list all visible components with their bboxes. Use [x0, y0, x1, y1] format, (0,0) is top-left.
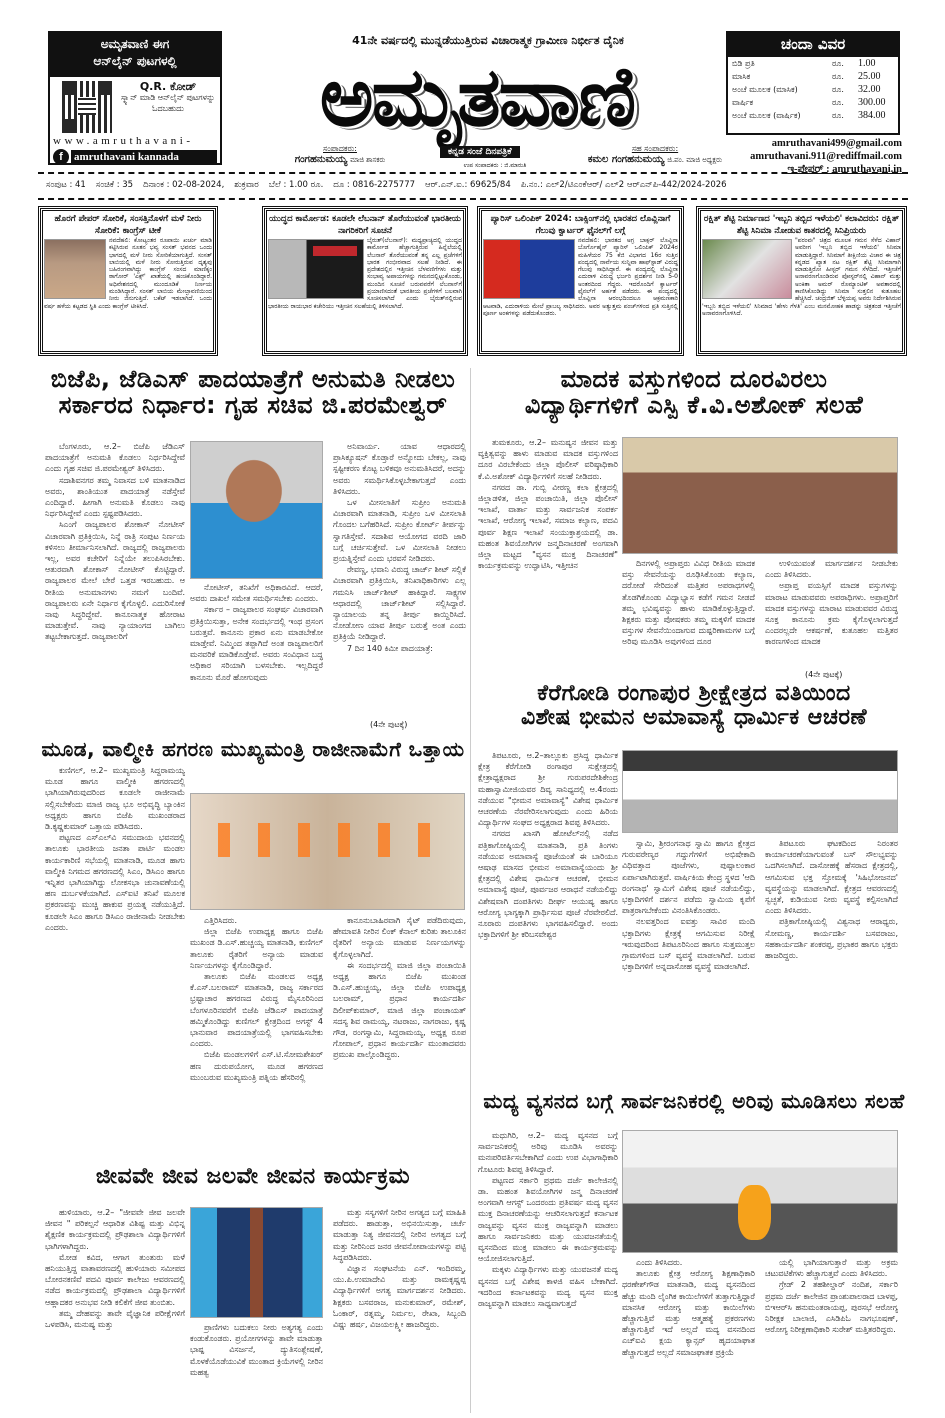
article-paragraph: ನಗರದ ಡಾ. ಗುಬ್ಬಿ ವೀರಣ್ಣ ಕಲಾ ಕ್ಷೇತ್ರದಲ್ಲಿ ಜಿಲ್ಲಾಡಳಿತ, ಜಿಲ್ಲಾ ಪಂಚಾಯಿತಿ, ಜಿಲ್ಲಾ ಪೊಲೀಸ್ ಇಲಾಖೆ, ವಾರ್ತಾ ಮತ್ತು ಸಾರ್ವಜನಿಕ ಸಂಪರ್ಕ ಇಲಾಖೆ, ಆರೋಗ್ಯ ಇಲಾಖೆ, ಸಮಾಜ ಕಲ್ಯಾಣ, ಪದವಿ ಪೂರ್ವ ಶಿಕ್ಷಣ ಇಲಾಖೆ ಸಂಯುಕ್ತಾಶ್ರಯದಲ್ಲಿ ಡಾ. ಮಹಂತ ಶಿವಯೋಗಿಗಳ ಜನ್ಮದಿನಾಚರಣೆ ಅಂಗವಾಗಿ ಜಿಲ್ಲಾ ಮಟ್ಟದ "ವ್ಯಸನ ಮುಕ್ತ ದಿನಾಚರಣೆ" ಕಾರ್ಯಕ್ರಮವನ್ನು ಉದ್ಘಾಟಿಸಿ, ಇತ್ತೀಚಿನ: [478, 482, 618, 571]
photo-bjp-meeting: [190, 793, 465, 910]
article-paragraph: ಅನಿವಾರ್ಯ. ಯಾವ ಆಧಾರದಲ್ಲಿ ಪ್ರಾಸಿಕ್ಯೂಷನ್ ಕೊಡ್ತಾರೆ ಅನ್ನೋದು ಬೇಕಲ್ಲ, ನಾವು ಸ್ಪಷ್ಟೀಕರಣ ಕೊಟ್ಟ ಬಳಿಕವೂ ಅನುಮತಿಸಿದರೆ, ಅದನ್ನು ಅವರು ಸಮರ್ಥಿಸಿಕೊಳ್ಳಬೇಕಾಗುತ್ತದೆ ಎಂದು ತಿಳಿಸಿದರು.: [333, 442, 466, 496]
article-column-3: [333, 915, 466, 1145]
column-divider: [470, 368, 471, 1413]
article-paragraph: ಪತ್ರಿಕಾಗೋಷ್ಠಿಯಲ್ಲಿ ವಿಶ್ವನಾಥ ಆರಾಧ್ಯರು, ಸೋಮಣ್ಣ, ಕಾರ್ಯದರ್ಶಿ ಬಸವರಾಜು, ಸಹಕಾರ್ಯದರ್ಶಿ ಶಂಕರಪ್ಪ, ಪ್ರಭಾಕರ ಹಾಗೂ ಭಕ್ತರು ಹಾಜರಿದ್ದರು.: [765, 917, 898, 961]
rni-number: ಆರ್.ಎನ್.ಐ.: 69625/84: [425, 180, 511, 190]
subscription-row: [728, 70, 898, 83]
promo-heading-line2: ಆನ್‌ಲೈನ್ ಪುಟಗಳಲ್ಲಿ: [93, 54, 177, 68]
article-paragraph: ಬಿಜೆಪಿ ಮಂಡಲಗಳಿಗೆ ಎಸ್.ಟಿ.ಸೋಮಶೇಖರ್ ಹಣ ದುರುಪಯೋಗ, ಮೂಡ ಹಗರಣದ ಮುಂಬರುವ ಮುಖ್ಯಮಂತ್ರಿ ಪತ್ನಿಯ ಹೆಸರಿನಲ್ಲಿ: [190, 1050, 323, 1082]
article-paragraph: ನಲವತ್ತರಿಂದ ಐವತ್ತು ಸಾವಿರ ಮಂದಿ ಭಕ್ತಾದಿಗಳು ಕ್ಷೇತ್ರಕ್ಕೆ ಆಗಮಿಸುವ ನಿರೀಕ್ಷೆ ಇರುವುದರಿಂದ ತಿಪಟೂರಿನಿಂದ ಹಾಗೂ ಸುತ್ತಮುತ್ತಲ ಗ್ರಾಮಗಳಿಂದ ಬಸ್ ವ್ಯವಸ್ಥೆ ಮಾಡಲಾಗಿದೆ. ಬರುವ ಭಕ್ತಾದಿಗಳಿಗೆ ಅನ್ನದಾಸೋಹ ವ್ಯವಸ್ಥೆ ಮಾಡಲಾಗಿದೆ.: [622, 917, 755, 972]
article-paragraph: ತುಮಕೂರು, ಆ.2– ಮನುಷ್ಯನ ಜೀವನ ಮತ್ತು ವ್ಯಕ್ತಿತ್ವವನ್ನು ಹಾಳು ಮಾಡುವ ಮಾದಕ ವಸ್ತುಗಳಿಂದ ದೂರ ವಿರಬೇಕೆಂದು ಜಿಲ್ಲಾ ಪೊಲೀಸ್ ವರಿಷ್ಠಾಧಿಕಾರಿ ಕೆ.ವಿ.ಅಶೋಕ್ ವಿದ್ಯಾರ್ಥಿಗಳಿಗೆ ಸಲಹೆ ನೀಡಿದರು.: [478, 438, 618, 481]
teaser-photo: [268, 239, 364, 299]
article-column-3: [765, 558, 898, 668]
article-headline: ಮೂಡ, ವಾಲ್ಮೀಕಿ ಹಗರಣ ಮುಖ್ಯಮಂತ್ರಿ ರಾಜೀನಾಮೆಗೆ ಒತ್ತಾಯ: [41, 737, 465, 761]
article-column-2: [190, 1322, 323, 1392]
article-paragraph: ಸಿಎಂಗೆ ರಾಜ್ಯಪಾಲರ ಶೋಕಾಸ್ ನೋಟೀಸ್ ವಿಚಾರವಾಗಿ ಪ್ರತಿಕ್ರಿಯಿಸಿ, ನಿನ್ನೆ ರಾತ್ರಿ ಸಂಪುಟ ನಿರ್ಣಯ ಕಳಿಸಲು ತೀರ್ಮಾನಿಸಲಾಗಿದೆ. ರಾಜ್ಯದಲ್ಲಿ ರಾಜ್ಯಪಾಲರು ಇಲ್ಲ, ಅವರ ಕಚೇರಿಗೆ ನಿನ್ನೆಯೇ ತಲುಪಿಸಿರಬೇಕು. ಆತುರವಾಗಿ ಶೋಕಾಸ್ ನೋಟೀಸ್ ಕೊಟ್ಟಿದ್ದಾರೆ. ರಾಜ್ಯಪಾಲರ ಮೇಲೆ ಬೇರೆ ಒತ್ತಡ ಇರಬಹುದು. ಆ ರೀತಿಯ ಅನುಮಾನಗಳು ನಮಗೆ ಬಂದಿವೆ. ರಾಜ್ಯಪಾಲರು ಏನೇ ನಿರ್ಧಾರ ಕೈಗೊಳ್ಳಲಿ. ಎದುರಿಸೋಕೆ ನಾವು ಸಿದ್ಧರಿದ್ದೇವೆ. ಕಾನೂನಾತ್ಮಕ ಹೋರಾಟ ಮಾಡುತ್ತೇವೆ. ನಾವು ನ್ಯಾಯಾಂಗದ ಬಾಗಿಲು ತಟ್ಟಬೇಕಾಗುತ್ತದೆ. ರಾಜ್ಯಪಾಲರಿಗೆ: [45, 520, 185, 642]
contacts: [730, 137, 902, 176]
promo-heading-line1: ಅಮೃತವಾಣಿ ಈಗ: [100, 37, 170, 51]
article-paragraph: ಮಧುಗಿರಿ, ಆ.2– ಮದ್ಯ ವ್ಯಸನದ ಬಗ್ಗೆ ಸಾರ್ವಜನಿಕರಲ್ಲಿ ಅರಿವು ಮೂಡಿಸಿ ಅವರನ್ನು ಮನಃಪರಿವರ್ತಿಸಬೇಕಾಗಿದೆ ಎಂದು ಉಪ ವಿಭಾಗಾಧಿಕಾರಿ ಗೊಟೂರು ಶಿವಪ್ಪ ತಿಳಿಸಿದ್ದಾರೆ.: [478, 1131, 618, 1174]
issue-price: ಬೆಲೆ : 1.00 ರೂ.: [268, 180, 324, 190]
tagline: 41ನೇ ವರ್ಷದಲ್ಲಿ ಮುನ್ನಡೆಯುತ್ತಿರುವ ವಿಚಾರಾತ್ಮಕ ಗ್ರಾಮೀಣ ನಿರ್ಭೀತ ದೈನಿಕ: [352, 34, 624, 47]
article-paragraph: ಪಟ್ಟಣದ ಸರ್ಕಾರಿ ಪ್ರಥಮ ದರ್ಜೆ ಕಾಲೇಜಿನಲ್ಲಿ ಡಾ. ಮಹಂತ ಶಿವಯೋಗಿಗಳ ಜನ್ಮ ದಿನಾಚರಣೆ ಅಂಗವಾಗಿ ಆಗಸ್ಟ್ ಒಂದರಂದು ಪ್ರತಿವರ್ಷ ಮದ್ಯ ವ್ಯಸನ ಮುಕ್ತ ದಿನಾಚರಣೆಯನ್ನು ಆಚರಿಸಲಾಗುತ್ತದೆ ಕರ್ನಾಟಕ ರಾಜ್ಯವನ್ನು ವ್ಯಸನ ಮುಕ್ತ ರಾಜ್ಯವನ್ನಾಗಿ ಮಾಡಲು ಹಾಗೂ ಸಾರ್ವಜನಿಕರು ಮತ್ತು ಯುವಜನತೆಯಲ್ಲಿ ವ್ಯಸನದಿಂದ ಮುಕ್ತ ಮಾಡಲು ಈ ಕಾರ್ಯಕ್ರಮವನ್ನು ಆಯೋಜಿಸಲಾಗುತ್ತಿದೆ.: [478, 1175, 618, 1264]
facebook-icon: f: [53, 149, 69, 165]
article-paragraph: ದಿನಗಳಲ್ಲಿ ಅಪ್ರಾಪ್ತರು ವಿವಿಧ ರೀತಿಯ ಮಾದಕ ವಸ್ತು ಸೇವನೆಯನ್ನು ರೂಢಿಸಿಕೊಂಡು ಕಲ್ಯಾಣ, ದರೋಡೆ ಸೇರಿದಂತೆ ಮತ್ತಿತರ ಅಪರಾಧಗಳಲ್ಲಿ ತೊಡಗಿಕೊಂಡು ವಿದ್ಯಾಭ್ಯಾಸ ಕಡೆಗೆ ಗಮನ ನೀಡದೆ ತಮ್ಮ ಭವಿಷ್ಯವನ್ನು ಹಾಳು ಮಾಡಿಕೊಳ್ಳುತ್ತಿದ್ದಾರೆ. ಶಿಕ್ಷಕರು ಮತ್ತು ಪೋಷಕರು ತಮ್ಮ ಮಕ್ಕಳಿಗೆ ಮಾದಕ ವಸ್ತುಗಳ ಸೇವನೆಯಿಂದಾಗುವ ದುಷ್ಪರಿಣಾಮಗಳ ಬಗ್ಗೆ ಅರಿವು ಮೂಡಿಸಿ ಅವುಗಳಿಂದ ದೂರ: [622, 559, 755, 647]
headline-line1: ಮಾದಕ ವಸ್ತುಗಳಿಂದ ದೂರವಿರಲು: [560, 365, 828, 393]
photo-home-minister: [190, 441, 323, 579]
teaser-film-news[interactable]: [696, 206, 907, 356]
photo-alcohol-awareness-event: [622, 1130, 898, 1253]
article-column-1: [45, 441, 185, 726]
email-link-gmail[interactable]: amruthavani499@gmail.com: [771, 138, 902, 149]
editor-role: ಸಂಪಾದಕರು:: [323, 144, 357, 153]
photo-students-seated: [190, 1207, 323, 1318]
subscription-label: ಅಂಚೆ ಮೂಲಕ (ವಾರ್ಷಿಕ): [732, 111, 801, 120]
subscription-currency: ರೂ.: [832, 85, 844, 94]
article-paragraph: ವಿಜ್ಞಾನ ಸಂಘಟನೆಯ ಎನ್. ಇಂದಿರಮ್ಮ, ಯು.ಪಿ.ಉಮಾದೇವಿ ಮತ್ತು ರಾಮಕೃಷ್ಣಪ್ಪ ವಿದ್ಯಾರ್ಥಿಗಳಿಗೆ ಅಗತ್ಯ ಮಾರ್ಗದರ್ಶನ ನೀಡಿದರು. ಶಿಕ್ಷಕರು ಬಸವರಾಜ, ಮನುಕುಮಾರ್, ರಮೇಶ್, ಓಂಕಾರ್, ರತ್ನಮ್ಮ, ನಿರ್ಮಲ, ರೇಖಾ, ಸಿಬ್ಬಂದಿ ವಿಷ್ಣು ಹರ್ಷ, ವಿಜಯಲಕ್ಷ್ಮೀ ಹಾಜರಿದ್ದರು.: [333, 1264, 466, 1330]
teaser-body: ನವದೆಹಲಿ: ಭಾರತದ ಅಗ್ರ ಬಾಕ್ಸರ್ ಲೊವ್ಲಿನಾ ಬೊರ್ಗೊಹೈನ್ ಪ್ಯಾರಿಸ್ ಒಲಿಂಪಿಕ್ 2024ರ ಮಹಿಳೆಯರ 75 ಕೆಜಿ ವಿಭಾಗದ 16ರ ಸುತ್ತಿನ ಪಂದ್ಯದಲ್ಲಿ ನಾರ್ವೆಯ ಸುನ್ನಿವಾ ಹಾಫ್‌ಸ್ಟಾಡ್ ವಿರುದ್ಧ ಗೆಲುವು ಸಾಧಿಸಿದ್ದಾರೆ. ಈ ಪಂದ್ಯದಲ್ಲಿ ಲೊವ್ಲಿನಾ ಎದುರಾಳಿ ವಿರುದ್ಧ ಭರ್ಜರಿ ಪ್ರದರ್ಶನ ನೀಡಿ 5-0 ಅಂತರದಿಂದ ಗೆದ್ದರು. ಇದರೊಂದಿಗೆ ಕ್ವಾರ್ಟರ್ ಫೈನಲ್‌ಗೆ ಅರ್ಹತೆ ಪಡೆದರು. ಈ ಪಂದ್ಯದಲ್ಲಿ ಲೊವ್ಲಿನಾ ಆರಂಭದಿಂದಲೂ ಆಕ್ರಮಣಕಾರಿ ಆಟವಾಡಿ, ಎದುರಾಳಿಯ ಮೇಲೆ ಪ್ರಾಬಲ್ಯ ಸಾಧಿಸಿದರು. ಅವರ ಅತ್ಯುತ್ತಮ ಪಂಚ್‌ಗಳಿಂದ ಪ್ರತಿ ಸುತ್ತಿನಲ್ಲಿ ಪೂರ್ಣ ಅಂಕಗಳನ್ನು ಪಡೆದುಕೊಂಡರು.: [483, 237, 678, 317]
divider-dashed: [38, 198, 908, 200]
co-editor-note: ಜಿ.ಪಂ. ಮಾಜಿ ಅಧ್ಯಕ್ಷರು: [667, 156, 723, 164]
photo-drug-awareness-event: [622, 437, 898, 554]
article-paragraph: ಕಾನೂನುಬಾಹಿರವಾಗಿ ಸೈಟ್ ಪಡೆದಿರುವುದು, ಹೇಮಾವತಿ ನೀರಿನ ಲಿಂಕ್ ಕೆನಾಲ್ ಕುರಿತು ತಾಲೂಕಿನ ರೈತರಿಗೆ ಅನ್ಯಾಯ ಮಾಡುವ ನಿರ್ಣಯಗಳನ್ನು ಕೈಗೊಳ್ಳಲಾಗಿದೆ.: [333, 916, 466, 959]
subscription-currency: ರೂ.: [832, 98, 844, 107]
article-column-2: [622, 558, 755, 679]
subscription-label: ಅಂಚೆ ಮೂಲಕ (ಮಾಸಿಕ): [732, 85, 798, 94]
masthead: [0, 0, 945, 175]
article-paragraph: ಒಳ ಮೀಸಲಾತಿಗೆ ಸುಪ್ರೀಂ ಅನುಮತಿ ವಿಚಾರವಾಗಿ ಮಾತನಾಡಿ, ಸುಪ್ರೀಂ ಒಳ ಮೀಸಲಾತಿ ಗೊಂದಲ ಬಗೆಹರಿಸಿದೆ. ಸುಪ್ರೀಂ ಕೋರ್ಟ್ ತೀರ್ಪನ್ನು ಸ್ವಾಗತಿಸ್ತೇವೆ. ಸದಾಶಿವ ಆಯೋಗದ ವರದಿ ಜಾರಿ ಬಗ್ಗೆ ಚರ್ಚಿಸುತ್ತೇವೆ. ಒಳ ಮೀಸಲಾತಿ ನೀಡಲು ಪ್ರಯತ್ನಿಸ್ತೇವೆ ಎಂದು ಭರವಸೆ ನೀಡಿದರು.: [333, 498, 466, 564]
subscription-row: [728, 83, 898, 96]
article-paragraph: ಮತ್ತು ಸಸ್ಯಗಳಿಗೆ ನೀರಿನ ಅಗತ್ಯದ ಬಗ್ಗೆ ಮಾಹಿತಿ ಪಡೆದರು. ಹಾಡುತ್ತಾ, ಅಭಿನಯಿಸುತ್ತಾ, ಚರ್ಚೆ ಮಾಡುತ್ತಾ ನಿತ್ಯ ಜೀವನದಲ್ಲಿ ನೀರಿನ ಅಗತ್ಯದ ಬಗ್ಗೆ ಮತ್ತು ನೀರಿನಿಂದ ಜನರ ಜೀವನೋಪಾಯಗಳನ್ನು ಪಟ್ಟಿ ಸಿದ್ಧಪಡಿಸಿದರು.: [333, 1208, 466, 1262]
subscription-row: [728, 96, 898, 109]
article-paragraph: ತಿಪಟೂರು ಘಟಕದಿಂದ ನಿರಂತರ ಕಾರ್ಯಾಚರಣೆಯಾಗುವಂತೆ ಬಸ್ ಸೌಲಭ್ಯವನ್ನು ಒದಗಿಸಲಾಗಿದೆ. ದಾಸೋಹಕ್ಕೆ ಹೆಸರಾದ ಕ್ಷೇತ್ರದಲ್ಲಿ, ಆಗಮಿಸುವ ಭಕ್ತ ಸ್ತೋಮಕ್ಕೆ 'ಸಿಹಿಭೋಜನದ' ವ್ಯವಸ್ಥೆಯನ್ನು ಮಾಡಲಾಗಿದೆ. ಕ್ಷೇತ್ರದ ಆವರಣದಲ್ಲಿ ಸ್ವಚ್ಛತೆ, ಕುಡಿಯುವ ನೀರು ವ್ಯವಸ್ಥೆ ಕಲ್ಪಿಸಲಾಗಿದೆ ಎಂದು ತಿಳಿಸಿದರು.: [765, 839, 898, 916]
headline-line1: ಕೆರೆಗೋಡಿ ರಂಗಾಪುರ ಶ್ರೀಕ್ಷೇತ್ರದ ವತಿಯಿಂದ: [537, 681, 851, 706]
article-column-1: [478, 750, 618, 1080]
epaper-link[interactable]: ಇ-ಪೇಪರ್ : amruthavani.in: [787, 164, 902, 175]
article-headline: [478, 682, 910, 730]
article-paragraph: ಯಲ್ಲಿ ಭಾಗಿಯಾಗುತ್ತಾರೆ ಮತ್ತು ಅಕ್ರಮ ಚಟುವಟಿಕೆಗಳು ಹೆಚ್ಚಾಗುತ್ತವೆ ಎಂದು ತಿಳಿಸಿದರು.: [765, 1258, 898, 1279]
subscription-label: ವಾರ್ಷಿಕ: [732, 98, 754, 107]
subscription-currency: ರೂ.: [832, 72, 844, 81]
email-link-rediff[interactable]: amruthavani.911@rediffmail.com: [750, 151, 902, 162]
article-headline: [478, 366, 910, 419]
article-column-2: [190, 915, 323, 1145]
article-column-1: [478, 437, 618, 679]
newspaper-title: ಅಮೃತವಾಣಿ: [319, 50, 635, 145]
issue-info-bar: [46, 180, 916, 190]
teaser-photo: [44, 239, 106, 299]
qr-code-label: Q.R. ಕೋಡ್: [139, 80, 197, 93]
article-column-2: [622, 838, 755, 1080]
article-paragraph: ರೇವಣ್ಣ, ಭವಾನಿ ವಿರುದ್ಧ ಚಾರ್ಜ್ ಶೀಟ್ ಸಲ್ಲಿಕೆ ವಿಚಾರವಾಗಿ ಪ್ರತಿಕ್ರಿಯಿಸಿ, ತನಿಖಾಧಿಕಾರಿಗಳು ಎಲ್ಲ ಗಮನಿಸಿ ಚಾರ್ಜ್‌ಶೀಟ್ ಹಾಕಿದ್ದಾರೆ. ಸಾಕ್ಷ್ಯಗಳ ಆಧಾರದಲ್ಲಿ ಚಾರ್ಜ್‌ಶೀಟ್ ಸಲ್ಲಿಸಿದ್ದಾರೆ. ನ್ಯಾಯಾಲಯ ತನ್ನ ತೀರ್ಪು ಕಾಯ್ದಿರಿಸಿದೆ. ನೋಡೋಣ ಯಾವ ತೀರ್ಪು ಬರುತ್ತೆ ಅಂತ ಎಂದು ಪ್ರತಿಕ್ರಿಯೆ ನೀಡಿದ್ದಾರೆ.: [333, 565, 466, 642]
article-paragraph: ಈ ಸಂದರ್ಭದಲ್ಲಿ ಮಾಜಿ ಜಿಲ್ಲಾ ಪಂಚಾಯಿತಿ ಅಧ್ಯಕ್ಷ ಹಾಗೂ ಬಿಜೆಪಿ ಮುಖಂಡ ಡಿ.ಎಸ್.ಹುಚ್ಚಯ್ಯ, ಜಿಲ್ಲಾ ಬಿಜೆಪಿ ಉಪಾಧ್ಯಕ್ಷ ಬಲರಾಮ್, ಪ್ರಧಾನ ಕಾರ್ಯದರ್ಶಿ ದಿಲೀಪ್‌ಕುಮಾರ್, ಮಾಜಿ ಜಿಲ್ಲಾ ಪಂಚಾಯತ್ ಸದಸ್ಯ ಶಿವ ರಾಮಯ್ಯ, ನಟರಾಜು, ನಾಗರಾಜು, ಕೃಷ್ಣ ಗೌಡ, ರಂಗಸ್ವಾಮಿ, ಸಿದ್ದರಾಮಯ್ಯ, ಅಧ್ಯಕ್ಷ ರೂಪ ಗೋಪಾಲ್, ಪ್ರಧಾನ ಕಾರ್ಯದರ್ಶಿ ಮುಂತಾದವರು ಪ್ರಮುಖ ಪಾಲ್ಗೊಂಡಿದ್ದರು.: [333, 960, 466, 1060]
subscription-heading: ಚಂದಾ ವಿವರ: [728, 33, 898, 57]
article-paragraph: ಎತ್ತಿರಿಸಿದರು.: [204, 916, 238, 925]
subscription-label: ಮಾಸಿಕ: [732, 72, 751, 81]
subscription-amount: 25.00: [858, 71, 881, 82]
continued-marker[interactable]: (4ನೇ ಪುಟಕ್ಕೆ): [370, 720, 408, 729]
article-paragraph: ಅಪ್ರಾಪ್ತ ವಯಸ್ಸಿಗೆ ಮಾದಕ ವಸ್ತುಗಳನ್ನು ಮಾರಾಟ ಮಾಡುವವರು ಅಪರಾಧಿಗಳು. ಅಪ್ರಾಪ್ತರಿಗೆ ಮಾದಕ ವಸ್ತುಗಳನ್ನು ಮಾರಾಟ ಮಾಡುವವರ ವಿರುದ್ಧ ಸೂಕ್ತ ಕಾನೂನು ಕ್ರಮ ಕೈಗೊಳ್ಳಲಾಗುತ್ತದೆ ಎಂದರಲ್ಲದೇ ಆಕರ್ಷಣೆ, ಕುತೂಹಲ ಮತ್ತಿತರ ಕಾರಣಗಳಿಂದ ಮಾದಕ: [765, 581, 898, 647]
subscription-currency: ರೂ.: [832, 59, 844, 68]
article-paragraph: ತಾಲೂಕು ಬಿಜೆಪಿ ಮಂಡಲದ ಅಧ್ಯಕ್ಷ ಕೆ.ಎಸ್.ಬಲರಾಮ್ ಮಾತನಾಡಿ, ರಾಜ್ಯ ಸರ್ಕಾರದ ಭ್ರಷ್ಟಾಚಾರ ಹಗರಣದ ವಿರುದ್ಧ ಮೈಸೂರಿನಿಂದ ಬೆಂಗಳೂರಿನವರೆಗೆ ಬಿಜೆಪಿ ಜೆಡಿಎಸ್ ಪಾದಯಾತ್ರೆ ಹಮ್ಮಿಕೊಂಡಿದ್ದು ಕುಣಿಗಲ್ ಕ್ಷೇತ್ರದಿಂದ ಅಗಸ್ಟ್ 4 ಭಾನುವಾರ ಪಾದಯಾತ್ರೆಯಲ್ಲಿ ಭಾಗವಹಿಸಬೇಕು ಎಂದರು.: [190, 972, 323, 1049]
article-paragraph: 7 ದಿನ 140 ಕಿಮೀ ಪಾದಯಾತ್ರೆ:: [347, 643, 433, 653]
headline-line2: ವಿಶೇಷ ಭೀಮನ ಅಮಾವಾಸ್ಯೆ ಧಾರ್ಮಿಕ ಆಚರಣೆ: [520, 705, 867, 731]
article-paragraph: ಸದಾಶಿವನಗರ ತಮ್ಮ ನಿವಾಸದ ಬಳಿ ಮಾತನಾಡಿದ ಅವರು, ಶಾಂತಿಯುತ ಪಾದಯಾತ್ರೆ ನಡೆಸ್ತೇವೆ ಎಂದಿದ್ದಾರೆ. ಹೀಗಾಗಿ ಅನುಮತಿ ಕೊಡಲು ನಾವು ನಿರ್ಧರಿಸಿದ್ದೇವೆ ಎಂದು ಸ್ಪಷ್ಟಪಡಿಸಿದರು.: [45, 475, 185, 519]
headline-line2: ಸರ್ಕಾರದ ನಿರ್ಧಾರ: ಗೃಹ ಸಚಿವ ಜಿ.ಪರಮೇಶ್ವರ್: [58, 391, 448, 420]
co-editor-name: ಕಮಲ ಗಂಗಹನುಮಯ್ಯ: [587, 154, 665, 165]
issue-number: ಸಂಚಿಕೆ : 35: [95, 180, 134, 190]
co-editor-credit: [560, 144, 750, 165]
article-paragraph: ಮೋಡ ಕವಿದ, ಆಗಾಗ ತುಂತುರು ಮಳೆ ಹನಿಯುತ್ತಿದ್ದ ವಾತಾವರಣದಲ್ಲಿ ಹುಳಿಯಾರು ಸಮೀಪದ ಬೋರನಕಣಿವೆ ಪದವಿ ಪೂರ್ವ ಕಾಲೇಜು ಆವರಣದಲ್ಲಿ ನಡೆದ ಕಾರ್ಯಕ್ರಮದಲ್ಲಿ ಪ್ರೌಢಶಾಲಾ ವಿದ್ಯಾರ್ಥಿಗಳಿಗೆ ಆಹ್ಲಾದಕರ ಅನುಭವ ನೀಡಿ ಕಲಿಕೆಗೆ ಜೀವ ತುಂಬಿತು.: [45, 1252, 185, 1307]
article-paragraph: ಗ್ರೇಡ್ 2 ತಹಶೀಲ್ದಾರ್ ನಂದಿಶ, ಸರ್ಕಾರಿ ಪ್ರಥಮ ದರ್ಜೆ ಕಾಲೇಜಿನ ಪ್ರಾಂಶುಪಾಲರಾದ ಬಾಳಪ್ಪ, ಬಿಇಆರ್‌ಸಿ ಹನುಮಂತರಾಯಪ್ಪ, ಪುರಸಭೆ ಆರೋಗ್ಯ ನಿರೀಕ್ಷಕ ಬಾಲಾಜಿ, ಎಸಿಡಿಪಿಓ ನಾಗಭೂಷಣ್, ಆರೋಗ್ಯ ನಿರೀಕ್ಷಣಾಧಿಕಾರಿ ಸುರೇಶ್ ಮತ್ತಿತರರಿದ್ದರು.: [765, 1280, 898, 1335]
article-column-2: [190, 582, 323, 726]
qr-code-icon[interactable]: [62, 81, 112, 133]
editor-name: ಗಂಗಹನುಮಯ್ಯ: [294, 154, 348, 165]
article-column-1: [478, 1130, 618, 1395]
article-paragraph: ಹುಳಿಯಾರು, ಆ.2– "ಜೀವವೇ ಜೀವ ಜಲವೇ ಜೀವನ " ಪರಿಕಲ್ಪನೆ ಆಧಾರಿತ ವಿಶಿಷ್ಟ ಮತ್ತು ವಿಭಿನ್ನ ಶೈಕ್ಷಣಿಕ ಕಾರ್ಯಕ್ರಮದಲ್ಲಿ ಪ್ರೌಢಶಾಲಾ ವಿದ್ಯಾರ್ಥಿಗಳಿಗೆ ಭಾಗಿಗಳಾಗಿದ್ದರು.: [45, 1208, 185, 1251]
article-paragraph: ಸರ್ಕಾರ – ರಾಜ್ಯಪಾಲರ ಸಂಘರ್ಷ ವಿಚಾರವಾಗಿ ಪ್ರತಿಕ್ರಿಯಿಸುತ್ತಾ, ಅನೇಕ ಸಂದರ್ಭದಲ್ಲಿ ಇಂಥ ಪ್ರಸಂಗ ಬರುತ್ತವೆ. ಕಾನೂನು ಪ್ರಕಾರ ಏನು ಮಾಡಬೇಕೋ ಮಾಡ್ತೇವೆ. ನಿಮ್ಮಿಂದ ತಪ್ಪಾಗಿದೆ ಅಂತ ರಾಜ್ಯಪಾಲರಿಗೆ ಮನವರಿಕೆ ಮಾಡಿಕೊಡ್ತೇವೆ. ಅವರು ಸಂವಿಧಾನ ಬದ್ಧ ಅಧಿಕಾರ ಸರಿಯಾಗಿ ಬಳಸಬೇಕು. ಇಲ್ಲದಿದ್ದರೆ ಕಾನೂನು ಮೊರೆ ಹೋಗುವುದು: [190, 605, 323, 682]
qr-text: ಸ್ಕ್ಯಾನ್ ಮಾಡಿ ಆನ್‌ಲೈನ್ ಪುಟಗಳನ್ನು ಓದಬಹುದು: [120, 93, 216, 113]
teaser-body: ನವದೆಹಲಿ: ಕೋಟ್ಯಂತರ ರೂಪಾಯಿ ಖರ್ಚು ಮಾಡಿ ಕಟ್ಟಿಸಿರುವ ನೂತನ ಭವ್ಯ ಸಂಸತ್ ಭವನದ ಒಂದು ಭಾಗದಲ್ಲಿ ಮಳೆ ನೀರು ಸೋರಿಕೆಯಾಗುತ್ತಿದೆ. ಸಂಸತ್ ಲಾಬಿಯಲ್ಲಿ ಮಳೆ ನೀರು ಸೋರುತ್ತಿರುವ ದೃಶ್ಯವು ಬಹಿರಂಗವಾಗಿದ್ದು ಕಾಂಗ್ರೆಸ್ ಸಂಸದ ಮಾಣಿಕ್ಕಂ ಠಾಗೋರ್ 'ಎಕ್ಸ್' ಖಾತೆಯಲ್ಲಿ ಹಂಚಿಕೊಂಡಿದ್ದಾರೆ. ಅಧಿವೇಶನದಲ್ಲಿ ಮುಂದೂಡಿಕೆ ನಿರ್ಣಯ ಮಂಡಿಸಿದ್ದಾರೆ. ಸಂಸತ್ ಲಾಬಿಯ ಮೇಲ್ಛಾವಣಿಯಿಂದ ನೀರು ಜಿನುಗುತ್ತಿದೆ. ಬಕೆಟ್ ಇಡಲಾಗಿದೆ. ಒಂದು ವರ್ಷ ಹಳೆಯ ಕಟ್ಟಡದ ಸ್ಥಿತಿ ಎಂದು ಕಾಂಗ್ರೆಸ್ ಟೀಕಿಸಿದೆ.: [44, 237, 212, 310]
website-link[interactable]: www.amruthavani-: [53, 135, 194, 147]
subscription-amount: 32.00: [858, 84, 881, 95]
photo-press-meet: [622, 750, 898, 833]
headline-line1: ಬಿಜೆಪಿ, ಜೆಡಿಎಸ್ ಪಾದಯಾತ್ರೆಗೆ ಅನುಮತಿ ನೀಡಲು: [50, 365, 456, 393]
article-headline: [38, 366, 468, 419]
phone-number: ದೂ : 0816-2275777: [333, 180, 416, 190]
editor-credit: [255, 144, 425, 165]
article-paragraph: ಮಕ್ಕಳು ವಿದ್ಯಾರ್ಥಿಗಳು ಮತ್ತು ಯುವಜನತೆ ಮದ್ಯ ವ್ಯಸನದ ಬಗ್ಗೆ ವಿಶೇಷ ಕಾಳಜಿ ವಹಿಸ ಬೇಕಾಗಿದೆ. ಇದರಿಂದ ಕರ್ನಾಟಕವನ್ನು ಮದ್ಯ ವ್ಯಸನ ಮುಕ್ತ ರಾಜ್ಯವನ್ನಾಗಿ ಮಾಡಲು ಸಾಧ್ಯವಾಗುತ್ತದೆ: [478, 1265, 618, 1309]
continued-marker[interactable]: (4ನೇ ಪುಟಕ್ಕೆ): [805, 670, 843, 679]
subscription-amount: 384.00: [858, 110, 886, 121]
teaser-olympic-boxing[interactable]: [477, 206, 684, 356]
subscription-amount: 300.00: [858, 97, 886, 108]
article-column-3: [765, 838, 898, 1080]
teaser-headline: ಪ್ಯಾರಿಸ್ ಒಲಿಂಪಿಕ್ 2024: ಬಾಕ್ಸಿಂಗ್‌ನಲ್ಲಿ ಭಾರತದ ಲೊವ್ಲಿನಾಗೆ ಗೆಲುವು ಕ್ವಾರ್ಟರ್ ಫೈನಲ್‌ಗೆ ಲಗ್ಗೆ: [490, 214, 671, 236]
teaser-photo: [702, 239, 792, 299]
teaser-body: ಬೈರುತ್(ಲೆಬನಾನ್): ಮಧ್ಯಪ್ರಾಚ್ಯದಲ್ಲಿ ಯುದ್ಧದ ಕಾರ್ಮೋಡ ಹೆಚ್ಚಾಗುತ್ತಿರುವ ಹಿನ್ನೆಲೆಯಲ್ಲಿ ಲೆಬನಾನ್ ತೊರೆಯುವಂತೆ ತನ್ನ ಎಲ್ಲ ಪ್ರಜೆಗಳಿಗೆ ಭಾರತ ಗಂಭೀರವಾದ ಸಲಹೆ ನೀಡಿದೆ. ಈ ಪ್ರದೇಶದಲ್ಲಿನ ಇತ್ತೀಚಿನ ಬೆಳವಣಿಗೆಗಳು ಮತ್ತು ಸಂಭಾವ್ಯ ಅಪಾಯಗಳನ್ನು ಗಮನದಲ್ಲಿಟ್ಟುಕೊಂಡು, ಮುಂದಿನ ಸೂಚನೆ ಬರುವವರೆಗೆ ಲೆಬನಾನ್‌ಗೆ ಪ್ರಯಾಣಿಸದಂತೆ ಭಾರತೀಯ ಪ್ರಜೆಗಳಿಗೆ ಬಲವಾಗಿ ಸೂಚಿಸಲಾಗಿದೆ ಎಂದು ಬೈರುತ್‌ನಲ್ಲಿರುವ ಭಾರತೀಯ ರಾಯಭಾರ ಕಚೇರಿಯು ಇತ್ತೀಚಿನ ಸಲಹೆಯಲ್ಲಿ ತಿಳಿಸಲಾಗಿದೆ.: [268, 237, 462, 310]
article-paragraph: ಪ್ರಾಣಿಗಳು ಬದುಕಲು ನೀರು ಅತ್ಯಗತ್ಯ ಎಂದು ಕಂಡುಕೊಂಡರು. ಪ್ರಯೋಗಗಳನ್ನು ತಾವೇ ಮಾಡುತ್ತಾ ಭಾಷ್ಪ ವಿಸರ್ಜನೆ, ದ್ಯುತಿಸಂಶ್ಲೇಷಣೆ, ಮೊಳಕೆಯೊಡೆಯುವಿಕೆ ಮುಂತಾದ ಕ್ರಿಯೆಗಳಲ್ಲಿ ನೀರಿನ ಮಹತ್ವ: [190, 1323, 323, 1377]
subscription-row: [728, 109, 898, 122]
postal-registration: ಪಿ.ನಂ.: ಎಲ್2/ಟಿಎಂಕೆಆರ್/ ಎಲ್2 ಆರ್‌ಎನ್‌ಪಿ-442/2024-2026: [520, 180, 727, 190]
article-paragraph: ಎಂದು ತಿಳಿಸಿದರು.: [636, 1258, 683, 1267]
article-column-2: [622, 1257, 755, 1395]
subscription-label: ಬಿಡಿ ಪ್ರತಿ: [732, 59, 755, 68]
subscription-box: [726, 31, 900, 135]
article-paragraph: ತಮ್ಮ ದೇಹವನ್ನು ತಾವೇ ವೈಜ್ಞಾನಿಕ ಪರೀಕ್ಷೆಗಳಿಗೆ ಒಳಪಡಿಸಿ, ಮನುಷ್ಯ ಮತ್ತು: [45, 1308, 185, 1330]
co-editor-role: ಸಹ ಸಂಪಾದಕರು:: [631, 144, 679, 153]
article-column-3: [333, 1207, 466, 1392]
promo-heading: [50, 33, 220, 77]
headline-line2: ವಿದ್ಯಾರ್ಥಿಗಳಿಗೆ ಎಸ್ಪಿ ಕೆ.ವಿ.ಅಶೋಕ್ ಸಲಹೆ: [524, 391, 864, 420]
article-paragraph: ಬೆಂಗಳೂರು, ಆ.2– ಬಿಜೆಪಿ ಜೆಡಿಎಸ್ ಪಾದಯಾತ್ರೆಗೆ ಅನುಮತಿ ಕೊಡಲು ನಿರ್ಧರಿಸಿದ್ದೇವೆ ಎಂದು ಗೃಹ ಸಚಿವ ಜಿ.ಪರಮೇಶ್ವರ್ ತಿಳಿಸಿದರು.: [45, 442, 185, 474]
paper-type-badge: ಕನ್ನಡ ಸಂಜೆ ದಿನಪತ್ರಿಕೆ: [440, 146, 520, 158]
article-column-3: [333, 441, 466, 701]
facebook-label: amruthavani kannada: [71, 150, 217, 165]
article-column-3: [765, 1257, 898, 1395]
sub-editor-credit: ಉಪ ಸಂಪಾದಕರು : ಜಿ.ಮಾರುತಿ: [463, 162, 527, 169]
facebook-link[interactable]: [53, 149, 217, 165]
divider-dashed: [38, 172, 908, 174]
article-paragraph: ಪಟ್ಟಣದ ಎಸ್‌ಎಲ್‌ವಿ ಸಮುದಾಯ ಭವನದಲ್ಲಿ ತಾಲೂಕು ಭಾರತೀಯ ಜನತಾ ಪಾರ್ಟಿ ಮಂಡಲ ಕಾರ್ಯಕಾರಿಣಿ ಸಭೆಯಲ್ಲಿ ಮಾತನಾಡಿ, ಮೂಡ ಹಾಗು ವಾಲ್ಮೀಕಿ ನಿಗಮದ ಹಗರಣದಲ್ಲಿ ಸಿಎಂ, ಡಿಸಿಎಂ ಹಾಗೂ ಇನ್ನಿತರ ಭಾಗಿಯಾಗಿದ್ದು ಲೋಕಸಭಾ ಚುನಾವಣೆಯಲ್ಲಿ ಹಣ ದುರ್ಬಳಕೆಯಾಗಿದೆ. ಎಸ್‌ಐಟಿ ತನಿಖೆ ಮೂಲಕ ಪ್ರಕರಣವನ್ನು ಮುಚ್ಚಿ ಹಾಕುವ ಪ್ರಯತ್ನ ನಡೆಯುತ್ತಿದೆ. ಕೂಡಲೇ ಸಿಎಂ ಹಾಗೂ ಡಿಸಿಎಂ ರಾಜೀನಾಮೆ ನೀಡಬೇಕು ಎಂದರು.: [45, 833, 185, 932]
article-paragraph: ತಾಲೂಕು ಕ್ಷೇತ್ರ ಆರೋಗ್ಯ ಶಿಕ್ಷಣಾಧಿಕಾರಿ ಧರಣೇಶ್‌ಗೌಡ ಮಾತನಾಡಿ, ಮದ್ಯ ವ್ಯಸನದಿಂದ ಹೆಚ್ಚು ಮಂದಿ ಲೈಂಗಿಕ ಕಾಯಿಲೆಗಳಿಗೆ ತುತ್ತಾಗುತ್ತಿದ್ದಾರೆ ಮಾನಸಿಕ ಆರೋಗ್ಯ ಮತ್ತು ಕಾಯಿಲೆಗಳು ಹೆಚ್ಚಾಗುತ್ತಿವೆ ಮತ್ತು ಆತ್ಮಹತ್ಯೆ ಪ್ರಕರಣಗಳು ಹೆಚ್ಚಾಗುತ್ತಿವೆ ಇದೆ ಅಲ್ಲದೆ ಮದ್ಯ ವಸನದಿಂದ ಎಚ್‌ಐವಿ ಕ್ಷಯ ಕ್ಯಾನ್ಸರ್ ಹೃದಯಾಘಾತ ಹೆಚ್ಚಾಗುತ್ತದೆ ಅಲ್ಲದೆ ಸಮಾಜಘಾತಕ ಪ್ರಕ್ರಿಯೆ: [622, 1269, 755, 1357]
article-paragraph: ತಿಪಟೂರು, ಆ.2–ತಾಲ್ಲೂಕು ಪ್ರಸಿದ್ಧ ಧಾರ್ಮಿಕ ಕ್ಷೇತ್ರ ಕೆರೆಗೋಡಿ ರಂಗಾಪುರ ಸುಕ್ಷೇತ್ರದಲ್ಲಿ ಕ್ಷೇತ್ರಾಧ್ಯಕ್ಷರಾದ ಶ್ರೀ ಗುರುಪರದೇಶಿಕೇಂದ್ರ ಮಹಾಸ್ವಾಮೀಜಿಯವರ ದಿವ್ಯ ಸಾನಿಧ್ಯದಲ್ಲಿ ಆ.4ರಂದು ನಡೆಯುವ "ಭೀಮನ ಅಮಾವಾಸ್ಯೆ" ವಿಶೇಷ ಧಾರ್ಮಿಕ ಆಚರಣೆಯ ನೆರವೇರಿಸಲಾಗುವುದು ಎಂದು ಹಿರಿಯ ವಿದ್ಯಾರ್ಥಿಗಳ ಸಂಘದ ಅಧ್ಯಕ್ಷರಾದ ಶಿವಪ್ಪ ತಿಳಿಸಿದರು.: [478, 751, 618, 828]
article-paragraph: ಕುಣಿಗಲ್, ಆ.2– ಮುಖ್ಯಮಂತ್ರಿ ಸಿದ್ದರಾಮಯ್ಯ ಮೂಡ ಹಾಗೂ ವಾಲ್ಮೀಕಿ ಹಗರಣದಲ್ಲಿ ಭಾಗಿಯಾಗಿರುವುದರಿಂದ ಕೂಡಲೇ ರಾಜೀನಾಮೆ ಸಲ್ಲಿಸಬೇಕೆಂದು ಮಾಜಿ ರಾಜ್ಯ ಭೂ ಅಭಿವೃದ್ಧಿ ಬ್ಯಾಂಕಿನ ಅಧ್ಯಕ್ಷರು ಹಾಗೂ ಬಿಜೆಪಿ ಮುಖಂಡರಾದ ಡಿ.ಕೃಷ್ಣಕುಮಾರ್ ಒತ್ತಾಯ ಪಡಿಸಿದರು.: [45, 766, 185, 832]
teaser-headline: ರಕ್ಷಿತ್ ಶೆಟ್ಟಿ ನಿರ್ಮಾಣದ 'ಇಬ್ಬನಿ ತಬ್ಬಿದ ಇಳೆಯಲಿ' ಕಲಾವಿದರು: ರಕ್ಷಿತ್ ಶೆಟ್ಟಿ ಸಿನಿಮಾ ನೋಡುವ ಕಾತರದಲ್ಲಿ ಸಿನಿಪ್ರಿಯರು: [703, 214, 900, 236]
teaser-headline: ಯುದ್ಧದ ಕಾರ್ಮೋಡ: ಕೂಡಲೇ ಲೆಬನಾನ್ ತೊರೆಯುವಂತೆ ಭಾರತೀಯ ನಾಗರಿಕರಿಗೆ ಸೂಚನೆ: [269, 214, 461, 236]
subscription-currency: ರೂ.: [832, 111, 844, 120]
issue-date: ದಿನಾಂಕ : 02-08-2024,: [143, 180, 225, 190]
article-paragraph: ಉಳಿಯುವಂತೆ ಮಾರ್ಗದರ್ಶನ ನೀಡಬೇಕು ಎಂದು ತಿಳಿಸಿದರು.: [765, 559, 898, 580]
editor-note: ಮಾಜಿ ಶಾಸಕರು: [350, 156, 386, 164]
article-paragraph: ನೋಟೀಸ್, ತನಿಖೆಗೆ ಅಧಿಕಾರವಿದೆ. ಆದರೆ, ಅವರು ದಾಖಲೆ ಸಮೇತ ಸಮರ್ಥಿಸಬೇಕು ಎಂದರು.: [190, 583, 323, 604]
article-paragraph: ಸ್ವಾಮಿ, ಶ್ರೀರಂಗನಾಥ ಸ್ವಾಮಿ ಹಾಗೂ ಕ್ಷೇತ್ರದ ಗುರುವರೇಣ್ಯರ ಗದ್ದುಗೆಗಳಿಗೆ ಅಭಿಷೇಕಾದಿ ವಿಧಿವತ್ತಾದ ಪೂಜೆಗಳು, ಪುಷ್ಪಾಲಂಕಾರ ಏರ್ಪಾಟಾಗಿರುತ್ತವೆ. ವಾರ್ಷಿಕಿಯ ಕೇಂದ್ರ ಸ್ಥಳದ 'ಆದಿ ರಂಗನಾಥ' ಸ್ವಾಮಿಗೆ ವಿಶೇಷ ಪೂಜೆ ನಡೆಯಲಿದ್ದು, ಭಕ್ತಾದಿಗಳಿಗೆ ದರ್ಶನ ಪಡೆದು ಸ್ವಾಮಿಯ ಕೃಪೆಗೆ ಪಾತ್ರರಾಗಬೇಕೆಂದು ವಿನಂತಿಸಿಕೊಂಡರು.: [622, 839, 755, 916]
article-paragraph: ನಗರದ ಖಾಸಗಿ ಹೋಟೆಲ್‌ನಲ್ಲಿ ನಡೆದ ಪತ್ರಿಕಾಗೋಷ್ಠಿಯಲ್ಲಿ ಮಾತನಾಡಿ, ಪ್ರತಿ ತಿಂಗಳು ನಡೆಯುವ ಅಮಾವಾಸ್ಯೆ ಪೂಜೆಯಂತೆ ಈ ಬಾರಿಯೂ ಆಷಾಢ ಮಾಸದ ಭೀಮನ ಅಮಾವಾಸ್ಯೆಯಂದು ಶ್ರೀ ಕ್ಷೇತ್ರದಲ್ಲಿ ವಿಶೇಷ ಧಾರ್ಮಿಕ ಆಚರಣೆ, ಭೀಮನ ಅಮಾವಾಸ್ಯೆ ಪೂಜೆ, ಪೂರ್ವಜರ ಆರಾಧನೆ ನಡೆಯಲಿದ್ದು ವಿಶೇಷವಾಗಿ ದಂಪತಿಗಳು ದೀರ್ಘ ಆಯುಷ್ಯ ಹಾಗೂ ಆರೋಗ್ಯ ಭಾಗ್ಯಕ್ಕಾಗಿ ಪ್ರಾರ್ಥಿಸುವ ಪೂಜೆ ನೆರವೇರಲಿದೆ. ನೂರಾರು ದಂಪತಿಗಳು ಭಾಗವಹಿಸಲಿದ್ದಾರೆ. ಅಂದು ಭಕ್ತಾದಿಗಳಿಗೆ ಶ್ರೀ ಕರಿಬಸವೇಶ್ವರ: [478, 829, 618, 940]
article-headline: ಜೀವವೇ ಜೀವ ಜಲವೇ ಜೀವನ ಕಾರ್ಯಕ್ರಮ: [95, 1164, 411, 1189]
promo-body: [50, 77, 220, 135]
article-column-1: [45, 765, 185, 1145]
teaser-lebanon-advisory[interactable]: [262, 206, 468, 356]
volume-number: ಸಂಪುಟ : 41: [46, 180, 86, 190]
article-column-1: [45, 1207, 185, 1392]
article-headline: ಮದ್ಯ ವ್ಯಸನದ ಬಗ್ಗೆ ಸಾರ್ವಜನಿಕರಲ್ಲಿ ಅರಿವು ಮೂಡಿಸಲು ಸಲಹೆ: [483, 1089, 905, 1113]
article-paragraph: ಜಿಲ್ಲಾ ಬಿಜೆಪಿ ಉಪಾಧ್ಯಕ್ಷ ಹಾಗೂ ಬಿಜೆಪಿ ಮುಖಂಡ ಡಿ.ಎಸ್.ಹುಚ್ಚಯ್ಯ ಮಾತನಾಡಿ, ಕುಣಿಗಲ್ ತಾಲೂಕು ರೈತರಿಗೆ ಅನ್ಯಾಯ ಮಾಡುವ ನಿರ್ಣಯಗಳನ್ನು ಕೈಗೊಂಡಿದ್ದಾರೆ.: [190, 927, 323, 970]
teaser-parliament-leak[interactable]: [38, 206, 218, 356]
subscription-amount: 1.00: [858, 58, 876, 69]
teaser-photo: [483, 239, 575, 299]
teaser-headline: ಹೊರಗೆ ಪೇಪರ್ ಸೋರಿಕೆ, ಸಂಸತ್ತಿನೊಳಗೆ ಮಳೆ ನೀರು ಸೋರಿಕೆ: ಕಾಂಗ್ರೆಸ್ ಟೀಕೆ: [54, 214, 202, 236]
issue-day: ಶುಕ್ರವಾರ: [234, 180, 259, 190]
teaser-body: "ಪರಂವಃ" ಚಿತ್ರದ ಮೂಲಕ ಗಮನ ಸೆಳೆದ ವಿಹಾನ್ ಅವರೀಗ 'ಇಬ್ಬನಿ ತಬ್ಬಿದ ಇಳೆಯಲಿ' ಸಿನಿಮಾ ಮಾಡುತ್ತಿದ್ದಾರೆ. ಸಿನಿಮಾಗೆ ತೀಕ್ಷಿಣಿಯ ವಿಚಾರ ಈ ಚಿತ್ರ ಕನ್ನಡದ ಖ್ಯಾತ ನಟ ರಕ್ಷಿತ್ ಶೆಟ್ಟಿ ಸಿನಿಮಾಗಾಗಿ ಮಾಡುತ್ತಿರೋ ಹೀಸ್ಟರ್ ಗಮನ ಸೆಳೆದಿದೆ. ಇತ್ತೀಚೆಗೆ ಅನಾವರಣಗೊಂಡಿರುವ ಪೋಸ್ಟರ್‌ನಲ್ಲಿ ವಿಹಾನ್ ಮತ್ತು ಅಂಕಿತಾ ಅಮರ್ ರೊಮ್ಯಾಂಟಿಕ್ ಅವತಾರದಲ್ಲಿ ಕಾಣಿಸಿಕೊಂಡಿದ್ದು ಸಿನಿಮಾ ಸುತ್ತಲಿನ ಕುತೂಹಲ ಹೆಚ್ಚಿಸಿದೆ. ಚಂದ್ರಜಿತ್ ಬೆಳ್ಳಿಯಪ್ಪ ಅವರು ನಿರ್ದೇಶಿಸಿರುವ 'ಇಬ್ಬನಿ ತಬ್ಬಿದ ಇಳೆಯಲಿ' ಸಿನಿಮಾದ 'ಹೇಳು ಗೆಳತಿ' ಎಂಬ ಮನಮೋಹಕ ಹಾಡನ್ನು ಚಿತ್ರತಂಡ ಇತ್ತೀಚೆಗೆ ಅನಾವರಣಗೊಳಿಸಿದೆ.: [702, 237, 901, 317]
online-promo-box[interactable]: [48, 31, 222, 165]
subscription-row: [728, 57, 898, 70]
qr-instructions: [118, 81, 218, 114]
